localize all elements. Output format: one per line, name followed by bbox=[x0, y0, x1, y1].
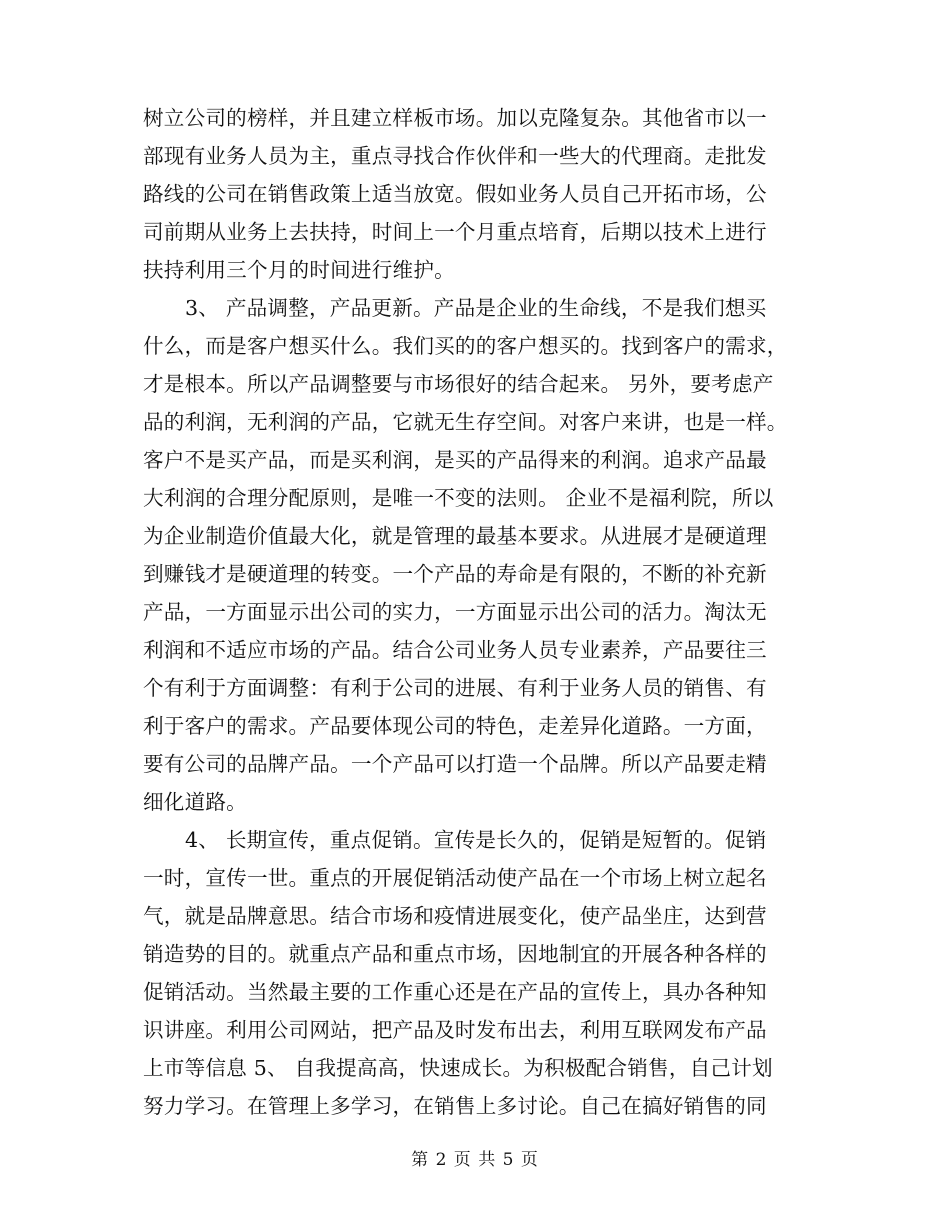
page-number-footer: 第 2 页 共 5 页 bbox=[411, 1150, 539, 1170]
text-line: 销造势的目的。就重点产品和重点市场，因地制宜的开展各种各样的 bbox=[143, 942, 767, 966]
text-line: 扶持利用三个月的时间进行维护。 bbox=[143, 258, 455, 282]
text-line: 什么，而是客户想买什么。我们买的的客户想买的。找到客户的需求， bbox=[143, 334, 788, 358]
document-body bbox=[143, 99, 823, 1125]
text-line: 品的利润，无利润的产品，它就无生存空间。对客户来讲，也是一样。 bbox=[143, 410, 788, 434]
text-line: 产品，一方面显示出公司的实力，一方面显示出公司的活力。淘汰无 bbox=[143, 600, 767, 624]
text-line: 到赚钱才是硬道理的转变。一个产品的寿命是有限的，不断的补充新 bbox=[143, 562, 767, 586]
text-line: 一时，宣传一世。重点的开展促销活动使产品在一个市场上树立起名 bbox=[143, 866, 767, 890]
text-line: 细化道路。 bbox=[143, 790, 247, 814]
text-line: 利润和不适应市场的产品。结合公司业务人员专业素养，产品要往三 bbox=[143, 638, 767, 662]
text-line: 气，就是品牌意思。结合市场和疫情进展变化，使产品坐庄，达到营 bbox=[143, 904, 767, 928]
text-line: 才是根本。所以产品调整要与市场很好的结合起来。 另外，要考虑产 bbox=[143, 372, 774, 396]
text-line: 利于客户的需求。产品要体现公司的特色，走差异化道路。一方面， bbox=[143, 714, 767, 738]
text-line: 促销活动。当然最主要的工作重心还是在产品的宣传上，具办各种知 bbox=[143, 980, 767, 1004]
text-line: 司前期从业务上去扶持，时间上一个月重点培育，后期以技术上进行 bbox=[143, 220, 767, 244]
text-line: 努力学习。在管理上多学习，在销售上多讨论。自己在搞好销售的同 bbox=[143, 1094, 767, 1118]
text-line: 大利润的合理分配原则，是唯一不变的法则。 企业不是福利院，所以 bbox=[143, 486, 774, 510]
text-line: 部现有业务人员为主，重点寻找合作伙伴和一些大的代理商。走批发 bbox=[143, 144, 767, 168]
text-line: 个有利于方面调整：有利于公司的进展、有利于业务人员的销售、有 bbox=[143, 676, 767, 700]
text-line: 为企业制造价值最大化，就是管理的最基本要求。从进展才是硬道理 bbox=[143, 524, 767, 548]
text-line: 上市等信息 5、 自我提高高，快速成长。为积极配合销售，自己计划 bbox=[143, 1056, 773, 1080]
paragraph-3-first-line: 3、 产品调整，产品更新。产品是企业的生命线，不是我们想买 bbox=[185, 296, 767, 320]
text-line: 客户不是买产品，而是买利润，是买的产品得来的利润。追求产品最 bbox=[143, 448, 767, 472]
text-line: 要有公司的品牌产品。一个产品可以打造一个品牌。所以产品要走精 bbox=[143, 752, 767, 776]
text-line: 路线的公司在销售政策上适当放宽。假如业务人员自己开拓市场，公 bbox=[143, 182, 767, 206]
text-line: 树立公司的榜样，并且建立样板市场。加以克隆复杂。其他省市以一 bbox=[143, 106, 767, 130]
paragraph-4-first-line: 4、 长期宣传，重点促销。宣传是长久的，促销是短暂的。促销 bbox=[185, 828, 767, 852]
text-line: 识讲座。利用公司网站，把产品及时发布出去，利用互联网发布产品 bbox=[143, 1018, 767, 1042]
